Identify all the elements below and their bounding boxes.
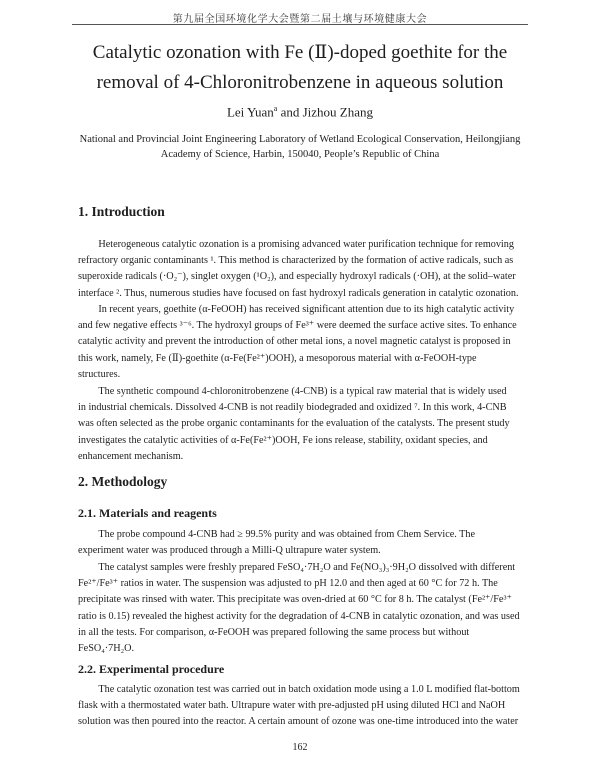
paragraph-line: precipitate was rinsed with water. This precipitate was oven-dried at 60 °C for 8 h. The catalyst (Fe²⁺/Fe³⁺ bbox=[78, 594, 512, 606]
paragraph-line: Fe²⁺/Fe³⁺ ratios in water. The suspension was adjusted to pH 12.0 and then aged at 60 °C for 72 h. The bbox=[78, 578, 498, 590]
affiliation-line-2: Academy of Science, Harbin, 150040, People’s Republic of China bbox=[160, 149, 440, 160]
paragraph-line: interface ². Thus, numerous studies have focused on fast hydroxyl radicals generation in catalytic ozonation. bbox=[78, 287, 519, 299]
author-first: Lei Yuan bbox=[226, 104, 274, 120]
paragraph-line: The synthetic compound 4-chloronitrobenzene (4-CNB) is a typical raw material that is widely used bbox=[98, 386, 507, 397]
subsection-heading-materials: 2.1. Materials and reagents bbox=[78, 506, 217, 520]
paragraph-line: ratio is 0.15) revealed the highest activity for the degradation of 4-CNB in catalytic ozonation, and was used bbox=[78, 610, 520, 622]
paragraph-line: refractory organic contaminants ¹. This method is characterized by the formation of active radicals, such as bbox=[78, 255, 514, 267]
subsection-heading-procedure: 2.2. Experimental procedure bbox=[78, 662, 225, 676]
section-heading-methodology: 2. Methodology bbox=[78, 474, 168, 489]
materials-paragraph-1 bbox=[78, 527, 523, 559]
paragraph-line: In recent years, goethite (α-FeOOH) has received significant attention due to its high catalytic activity bbox=[98, 304, 515, 315]
paragraph-line: investigates the catalytic activities of α-Fe(Fe²⁺)OOH, Fe ions release, stability, oxidant species, and bbox=[78, 434, 488, 446]
running-head: 第九届全国环境化学大会暨第二届土壤与环境健康大会 bbox=[172, 14, 428, 25]
paper-title bbox=[40, 38, 560, 98]
paragraph-line: The probe compound 4-CNB had ≥ 99.5% purity and was obtained from Chem Service. The bbox=[98, 529, 475, 540]
paragraph-line: flask with a thermostated water bath. Ultrapure water with pre-adjusted pH using diluted HCl and NaOH bbox=[78, 700, 506, 712]
title-line-1: Catalytic ozonation with Fe (Ⅱ)-doped goethite for the bbox=[92, 42, 508, 63]
materials-paragraph-2 bbox=[78, 560, 523, 657]
page-number: 162 bbox=[292, 742, 308, 753]
intro-paragraph-2 bbox=[78, 302, 523, 383]
paragraph-line: was often selected as the probe organic contaminants for the evaluation of the catalysts. The present study bbox=[78, 418, 510, 430]
intro-paragraph-1 bbox=[78, 237, 523, 302]
paragraph-line: superoxide radicals (·O₂⁻), singlet oxygen (¹O₂), and especially hydroxyl radicals (·OH), at the solid–water bbox=[78, 271, 516, 283]
author-affiliation-mark: a bbox=[273, 104, 278, 113]
paragraph-line: experiment water was produced through a Milli-Q ultrapure water system. bbox=[78, 545, 381, 557]
paragraph-line: The catalytic ozonation test was carried out in batch oxidation mode using a 1.0 L modified flat-bottom bbox=[98, 684, 520, 695]
header-rule bbox=[72, 24, 528, 25]
paragraph-line: structures. bbox=[78, 368, 121, 380]
paragraph-line: and few negative effects ³⁻⁶. The hydroxyl groups of Fe³⁺ were deemed the surface active sites. To enhance bbox=[78, 320, 517, 332]
procedure-paragraph-1 bbox=[78, 682, 523, 731]
author-rest: and Jizhou Zhang bbox=[280, 104, 374, 120]
paragraph-line: in industrial chemicals. Dissolved 4-CNB is not readily biodegraded and oxidized ⁷. In this work, 4-CNB bbox=[78, 402, 507, 414]
author-line bbox=[0, 104, 600, 120]
paragraph-line: in all the tests. For comparison, α-FeOOH was prepared following the same process but without bbox=[78, 626, 470, 638]
paragraph-line: The catalyst samples were freshly prepared FeSO₄·7H₂O and Fe(NO₃)₃·9H₂O dissolved with different bbox=[98, 562, 516, 573]
paragraph-line: Heterogeneous catalytic ozonation is a promising advanced water purification technique for removing bbox=[98, 239, 514, 250]
paragraph-line: enhancement mechanism. bbox=[78, 450, 184, 462]
affiliation-line-1: National and Provincial Joint Engineering Laboratory of Wetland Ecological Conservation, Heilongjiang bbox=[79, 134, 521, 145]
paragraph-line: FeSO₄·7H₂O. bbox=[78, 643, 135, 655]
section-heading-introduction: 1. Introduction bbox=[78, 204, 165, 219]
intro-paragraph-3 bbox=[78, 384, 523, 465]
affiliation bbox=[70, 132, 530, 162]
paragraph-line: solution was then poured into the reactor. A certain amount of ozone was one-time introduced into the water bbox=[78, 716, 519, 728]
paragraph-line: this work, namely, Fe (Ⅱ)-goethite (α-Fe(Fe²⁺)OOH), a mesoporous material with α-FeOOH-type bbox=[78, 352, 477, 364]
paragraph-line: catalytic activity and prevent the introduction of other metal ions, a novel magnetic catalyst is proposed in bbox=[78, 336, 511, 348]
title-line-2: removal of 4-Chloronitrobenzene in aqueous solution bbox=[96, 72, 504, 93]
